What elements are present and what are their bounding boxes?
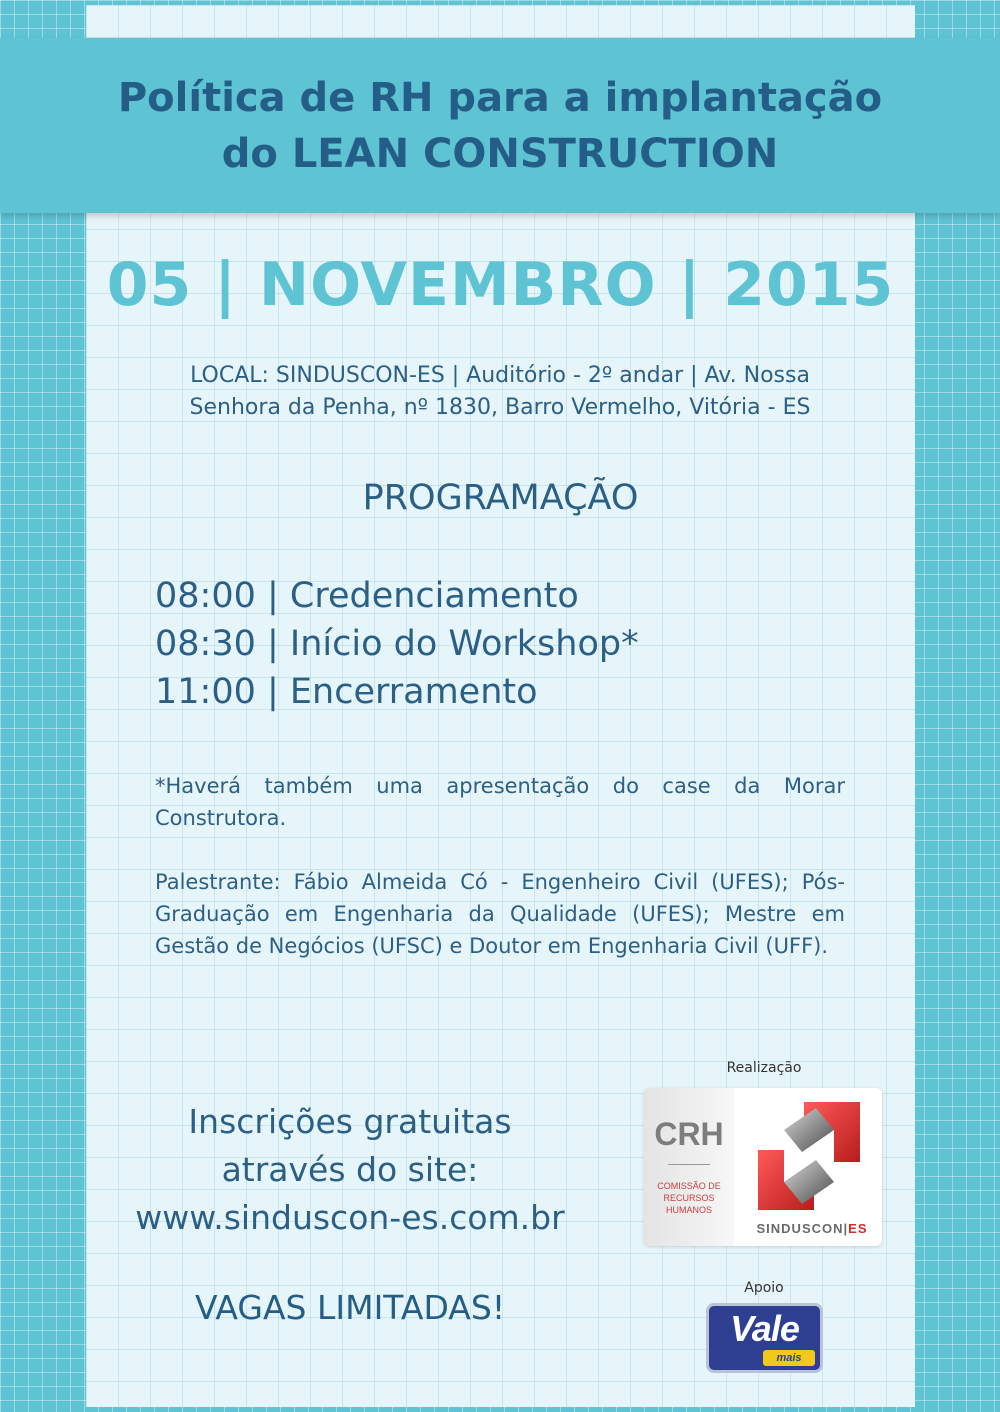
signup-line-2: através do site: — [221, 1150, 479, 1189]
schedule-list — [155, 572, 855, 716]
location-line-2: Senhora da Penha, nº 1830, Barro Vermelho, Vitória - ES — [189, 395, 811, 420]
vale-mais-logo — [706, 1303, 823, 1373]
page-title-line-2: do LEAN CONSTRUCTION — [221, 130, 779, 177]
speaker-info: Palestrante: Fábio Almeida Có - Engenheiro Civil (UFES); Pós-Graduação em Engenharia da Qualidade (UFES); Mestre em Gestão de Negócios (UFSC) e Doutor em Engenharia Civil (UFF). — [155, 870, 845, 958]
program-title: PROGRAMAÇÃO — [362, 478, 639, 518]
signup-url-link[interactable]: www.sinduscon-es.com.br — [135, 1198, 565, 1237]
page-title-line-1: Política de RH para a implantação — [117, 74, 883, 121]
schedule-item: 11:00 | Encerramento — [155, 672, 538, 712]
event-date: 05 | NOVEMBRO | 2015 — [106, 250, 895, 320]
sinduscon-logo-icon — [756, 1100, 862, 1212]
apoio-label: Apoio — [744, 1280, 784, 1296]
location-line-1: LOCAL: SINDUSCON-ES | Auditório - 2º andar | Av. Nossa — [190, 363, 810, 388]
vale-logo-subtext: mais — [763, 1350, 815, 1366]
organizer-logos — [644, 1088, 882, 1246]
crh-sub-line: HUMANOS — [665, 1205, 712, 1215]
crh-sub-line: RECURSOS — [663, 1193, 715, 1203]
case-note: *Haverá também uma apresentação do case da Morar Construtora. — [155, 774, 845, 830]
sinduscon-logo-text — [742, 1221, 882, 1236]
crh-logo-divider — [668, 1164, 710, 1165]
signup-line-1: Inscrições gratuitas — [188, 1102, 512, 1141]
title-banner — [0, 38, 1000, 213]
crh-logo-subtitle — [644, 1180, 734, 1216]
sinduscon-name: SINDUSCON — [756, 1221, 844, 1236]
schedule-item: 08:00 | Credenciamento — [155, 576, 579, 616]
crh-sub-line: COMISSÃO DE — [657, 1181, 721, 1191]
limited-spots-notice: VAGAS LIMITADAS! — [194, 1288, 506, 1327]
crh-logo-title: CRH — [654, 1116, 724, 1152]
realizacao-label: Realização — [726, 1060, 802, 1076]
signup-info — [100, 1098, 600, 1242]
event-location — [120, 360, 880, 424]
crh-logo — [644, 1088, 734, 1246]
sinduscon-separator: | — [843, 1221, 849, 1236]
sinduscon-es: ES — [848, 1221, 868, 1236]
vale-logo-text: Vale — [730, 1308, 799, 1349]
schedule-item: 08:30 | Início do Workshop* — [155, 624, 639, 664]
